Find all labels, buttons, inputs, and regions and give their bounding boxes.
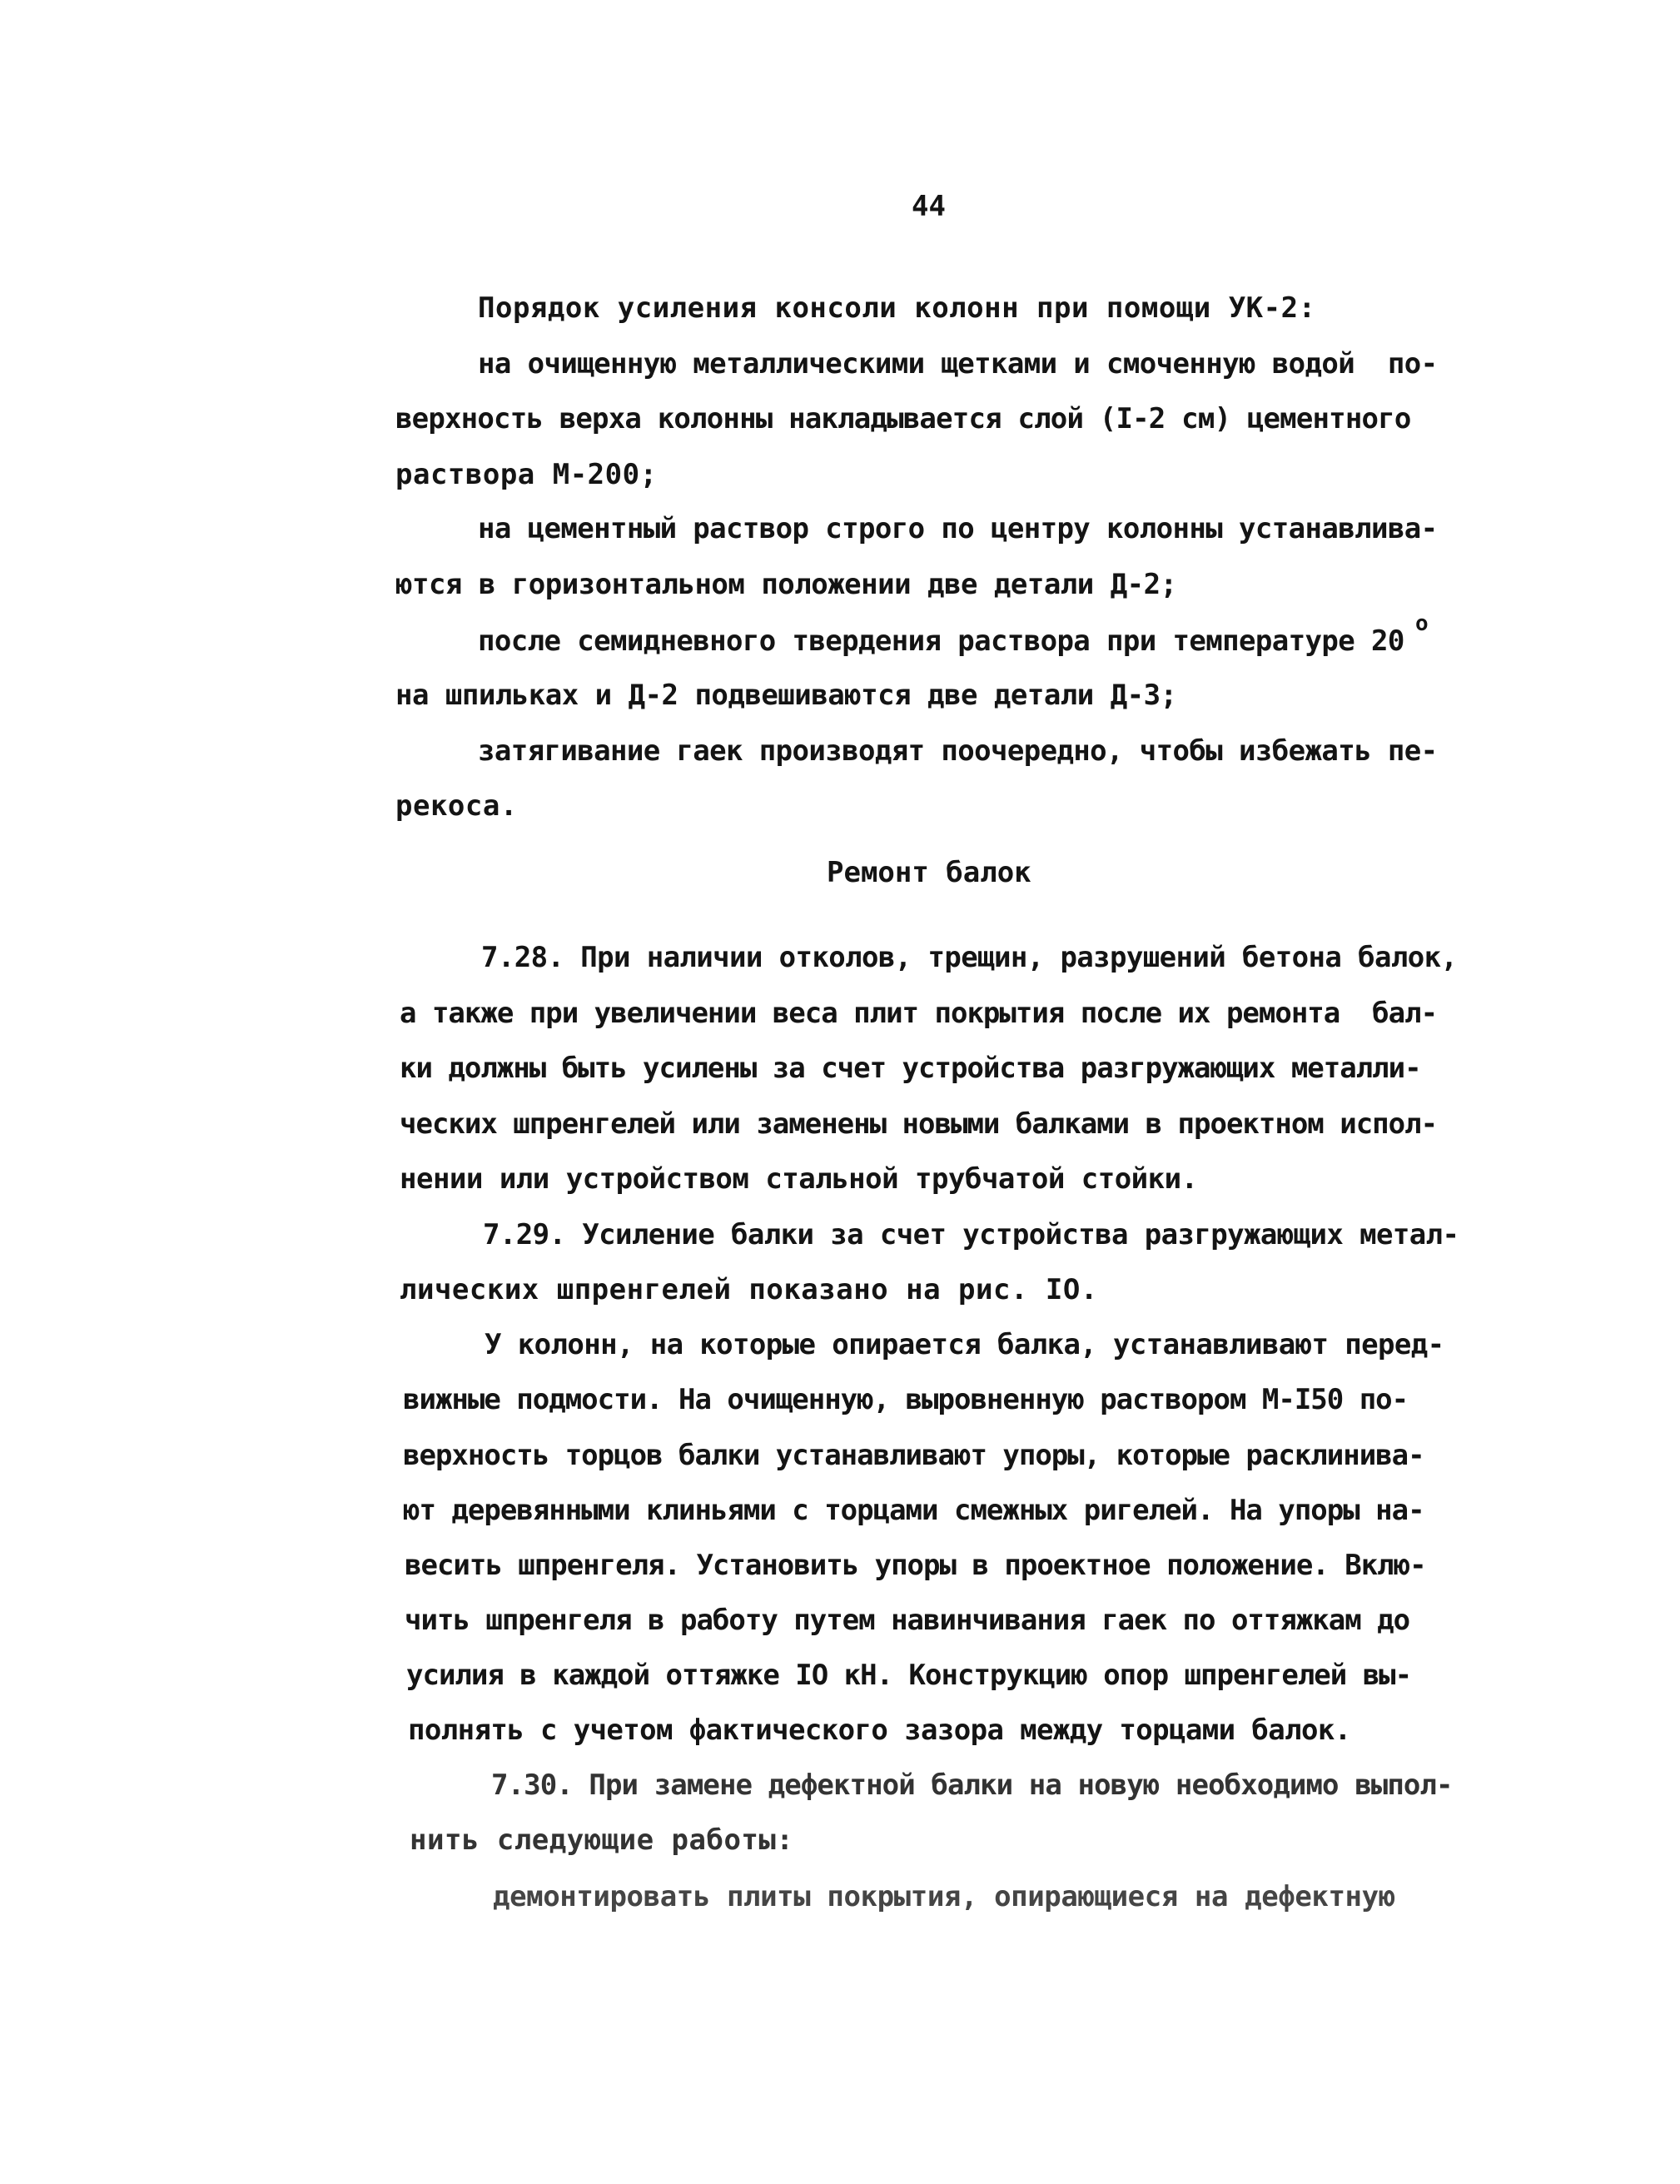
paragraph-line: полнять с учетом фактического зазора между торцами балок. (408, 1714, 1351, 1747)
paragraph-line: рекоса. (395, 789, 518, 823)
paragraph-line: верхность торцов балки устанавливают упоры, которые расклинива- (403, 1439, 1424, 1472)
paragraph-line: У колонн, на которые опирается балка, устанавливают перед- (485, 1328, 1444, 1361)
paragraph-line: 7.28. При наличии отколов, трещин, разрушений бетона балок, (481, 941, 1458, 974)
paragraph-line: на цементный раствор строго по центру колонны устанавлива- (478, 512, 1438, 545)
paragraph-line: 7.30. При замене дефектной балки на новую необходимо выпол- (491, 1769, 1453, 1802)
paragraph-line: на шпильках и Д-2 подвешиваются две детали Д-3; (395, 679, 1177, 712)
paragraph-line: 7.29. Усиление балки за счет устройства разгружающих метал- (483, 1218, 1459, 1251)
paragraph-line: ки должны быть усилены за счет устройства разгружающих металли- (400, 1052, 1421, 1085)
paragraph-line: затягивание гаек производят поочередно, чтобы избежать пе- (478, 734, 1438, 768)
paragraph-line: а также при увеличении веса плит покрытия после их ремонта бал- (400, 997, 1438, 1030)
paragraph-line: лических шпренгелей показано на рис. IO. (400, 1273, 1098, 1306)
page-number: 44 (912, 190, 946, 223)
paragraph-line: на очищенную металлическими щетками и смоченную водой по- (478, 347, 1438, 381)
paragraph-line: ют деревянными клиньями с торцами смежных ригелей. На упоры на- (403, 1494, 1424, 1527)
paragraph-line: демонтировать плиты покрытия, опирающиеся на дефектную (493, 1880, 1395, 1913)
paragraph-line: верхность верха колонны накладывается слой (I-2 см) цементного (395, 402, 1411, 435)
paragraph-line: чить шпренгеля в работу путем навинчивания гаек по оттяжкам до (405, 1604, 1410, 1637)
paragraph-line: после семидневного твердения раствора при температуре 20 (478, 624, 1404, 658)
paragraph-line: Порядок усиления консоли колонн при помощи УК-2: (478, 291, 1316, 325)
section-heading: Ремонт балок (827, 856, 1031, 889)
paragraph-line: усилия в каждой оттяжке IO кН. Конструкцию опор шпренгелей вы- (406, 1659, 1412, 1692)
paragraph-line: ческих шпренгелей или заменены новыми балками в проектном испол- (400, 1107, 1438, 1141)
paragraph-line: нении или устройством стальной трубчатой стойки. (400, 1162, 1198, 1196)
paragraph-line: раствора М-200; (395, 458, 658, 491)
paragraph-line: ются в горизонтальном положении две детали Д-2; (395, 568, 1177, 601)
paragraph-line: вижные подмости. На очищенную, выровненную раствором М-I50 по- (403, 1383, 1409, 1416)
degree-mark: о (1415, 611, 1429, 636)
paragraph-line: нить следующие работы: (410, 1823, 794, 1857)
paragraph-line: весить шпренгеля. Установить упоры в проектное положение. Вклю- (405, 1549, 1426, 1582)
